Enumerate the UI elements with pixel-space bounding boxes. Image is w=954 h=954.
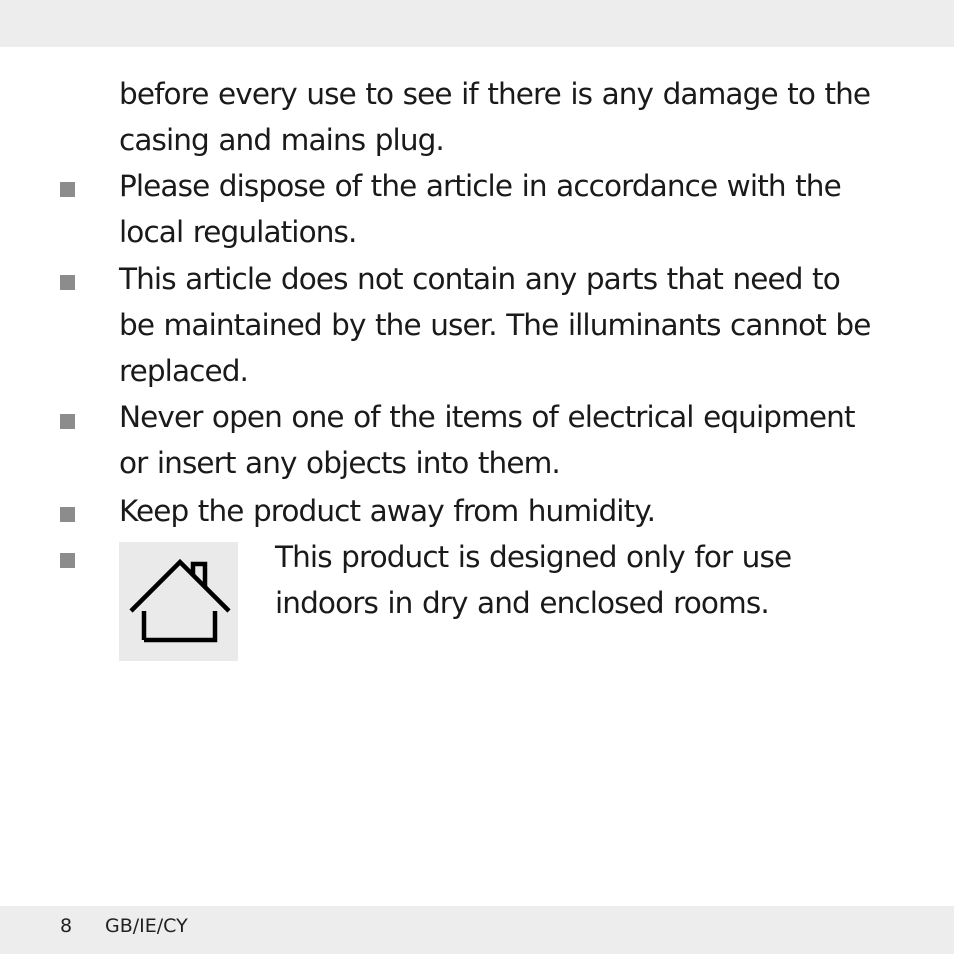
instruction-never-open (119, 394, 919, 486)
text-line: before every use to see if there is any damage to the (119, 77, 871, 111)
text-line: This article does not contain any parts that need to (119, 262, 840, 296)
instruction-humidity (119, 488, 919, 534)
bullet-marker (60, 507, 75, 522)
text-line: Keep the product away from humidity. (119, 494, 656, 528)
text-line: Never open one of the items of electrical equipment (119, 400, 855, 434)
house-icon-graphic (119, 542, 238, 661)
text-line: replaced. (119, 354, 249, 388)
bullet-marker (60, 414, 75, 429)
indoor-use-notice (275, 534, 791, 626)
indoor-house-icon (119, 542, 238, 661)
text-line: This product is designed only for use (275, 540, 792, 574)
text-line: or insert any objects into them. (119, 446, 560, 480)
text-line: be maintained by the user. The illuminants cannot be (119, 308, 871, 342)
header-band (0, 0, 954, 47)
instruction-no-maintenance (119, 256, 919, 394)
instruction-dispose (119, 163, 919, 255)
text-line: Please dispose of the article in accordance with the (119, 169, 841, 203)
bullet-marker (60, 182, 75, 197)
bullet-marker (60, 275, 75, 290)
text-line: casing and mains plug. (119, 123, 444, 157)
instruction-continuation (119, 71, 919, 163)
language-codes: GB/IE/CY (105, 915, 188, 937)
text-line: local regulations. (119, 215, 357, 249)
text-line: indoors in dry and enclosed rooms. (275, 586, 769, 620)
page-number: 8 (60, 915, 73, 937)
bullet-marker (60, 553, 75, 568)
